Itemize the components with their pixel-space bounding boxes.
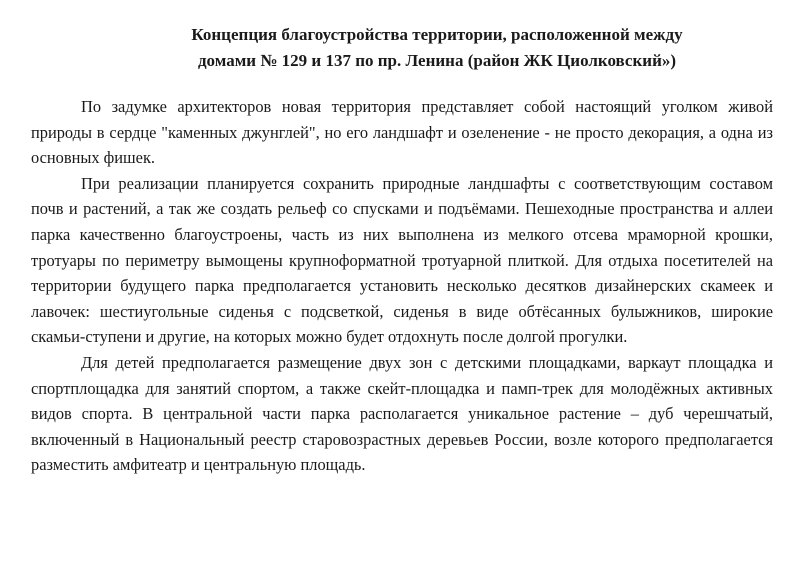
paragraph-intro: По задумке архитекторов новая территория представляет собой настоящий уголком живой природы в сердце "каменных джунглей", но его ландшафт и озеленение - не просто декорация, а одна из основных фишек. bbox=[31, 97, 773, 168]
title-line-1: Концепция благоустройства территории, расположенной между bbox=[191, 25, 683, 44]
document-body bbox=[31, 22, 773, 478]
title-line-2: домами № 129 и 137 по пр. Ленина (район ЖК Циолковский») bbox=[197, 51, 677, 70]
paragraph-facilities: Для детей предполагается размещение двух зон с детскими площадками, варкаут площадка и спортплощадка для занятий спортом, а также скейт-площадка и памп-трек для молодёжных активных видов спорта. В центральной части парка располагается уникальное растение – дуб черешчатый, включенный в Национальный реестр старовозрастных деревьев России, возле которого предполагается разместить амфитеатр и центральную площадь. bbox=[31, 352, 773, 475]
paragraph-landscape: При реализации планируется сохранить природные ландшафты с соответствующим составом почв и растений, а так же создать рельеф со спусками и подъёмами. Пешеходные пространства и аллеи парка качественно благоустроены, часть из них выполнена из мелкого отсева мраморной крошки, тротуары по периметру вымощены крупноформатной тротуарной плиткой. Для отдыха посетителей на территории будущего парка предполагается установить несколько десятков дизайнерских скамеек и лавочек: шестиугольные сиденья с подсветкой, сиденья в виде обтёсанных булыжников, широкие скамьи-ступени и другие, на которых можно будет отдохнуть после долгой прогулки. bbox=[31, 173, 773, 347]
document-title bbox=[31, 22, 773, 74]
